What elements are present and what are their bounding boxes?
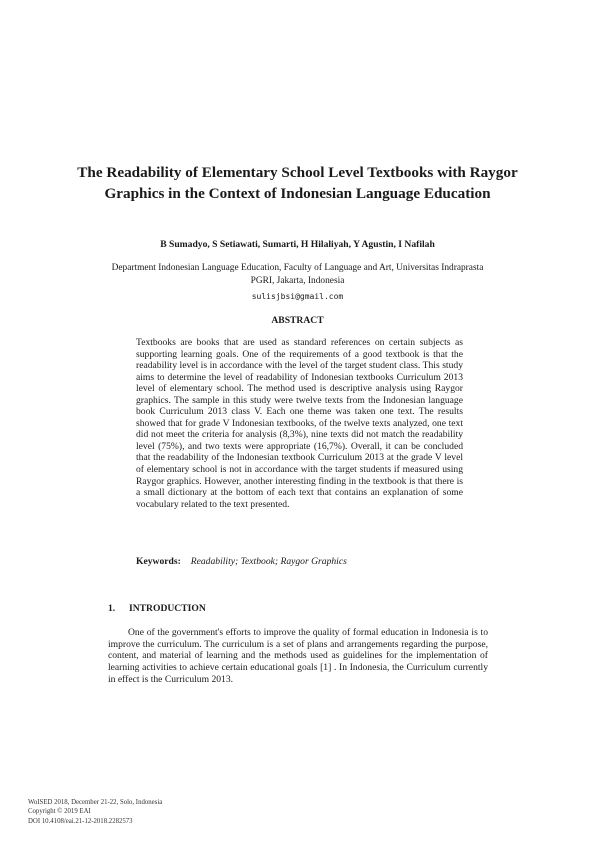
author-affiliation: Department Indonesian Language Education, Faculty of Language and Art, Universitas Indraprasta PGRI, Jakarta, Indonesia xyxy=(111,263,484,286)
section-number: 1. xyxy=(108,603,116,614)
abstract-heading: ABSTRACT xyxy=(271,315,324,326)
section-title: INTRODUCTION xyxy=(129,603,206,614)
keywords-line xyxy=(136,556,463,568)
keywords-label: Keywords: xyxy=(136,556,181,567)
introduction-body: One of the government's efforts to improve the quality of formal education in Indonesia is to improve the curriculum. The curriculum is a set of plans and arrangements regarding the purpose, content, and material of learning and the methods used as guidelines for the implementation of learning activities to achieve certain educational goals [1] . In Indonesia, the Curriculum currently in effect is the Curriculum 2013. xyxy=(108,627,488,685)
footer-doi: DOI 10.4108/eai.21-12-2018.2282573 xyxy=(28,817,133,825)
paper-title: The Readability of Elementary School Level Textbooks with Raygor Graphics in the Context of Indonesian Language Education xyxy=(77,164,518,202)
contact-email: sulisjbsi@gmail.com xyxy=(251,292,344,301)
author-list: B Sumadyo, S Setiawati, Sumarti, H Hilaliyah, Y Agustin, I Nafilah xyxy=(160,239,435,250)
section-heading-introduction xyxy=(108,603,488,615)
page-footer xyxy=(28,798,328,826)
footer-copyright: Copyright © 2019 EAI xyxy=(28,808,91,816)
footer-conference: WoISED 2018, December 21-22, Solo, Indonesia xyxy=(28,799,163,806)
abstract-body: Textbooks are books that are used as standard references on certain subjects as supporting learning goals. One of the requirements of a good textbook is that the readability level is in accordance with the level of the target student class. This study aims to determine the level of readability of Indonesian textbooks Curriculum 2013 level of elementary school. The method used is descriptive analysis using Raygor graphics. The sample in this study were twelve texts from the Indonesian language book Curriculum 2013 class V. Each one theme was taken one text. The results showed that for grade V Indonesian textbooks, of the twelve texts analyzed, one text did not meet the criteria for analysis (8,3%), nine texts did not match the readability level (75%), and two texts were appropriate (16,7%). Overall, it can be concluded that the readability of the Indonesian textbook Curriculum 2013 at the grade V level of elementary school is not in accordance with the target students if measured using Raygor graphics. However, another interesting finding in the textbook is that there is a small dictionary at the bottom of each text that contains an explanation of some vocabulary related to the text presented. xyxy=(136,337,463,510)
keywords-values: Readability; Textbook; Raygor Graphics xyxy=(190,556,347,567)
